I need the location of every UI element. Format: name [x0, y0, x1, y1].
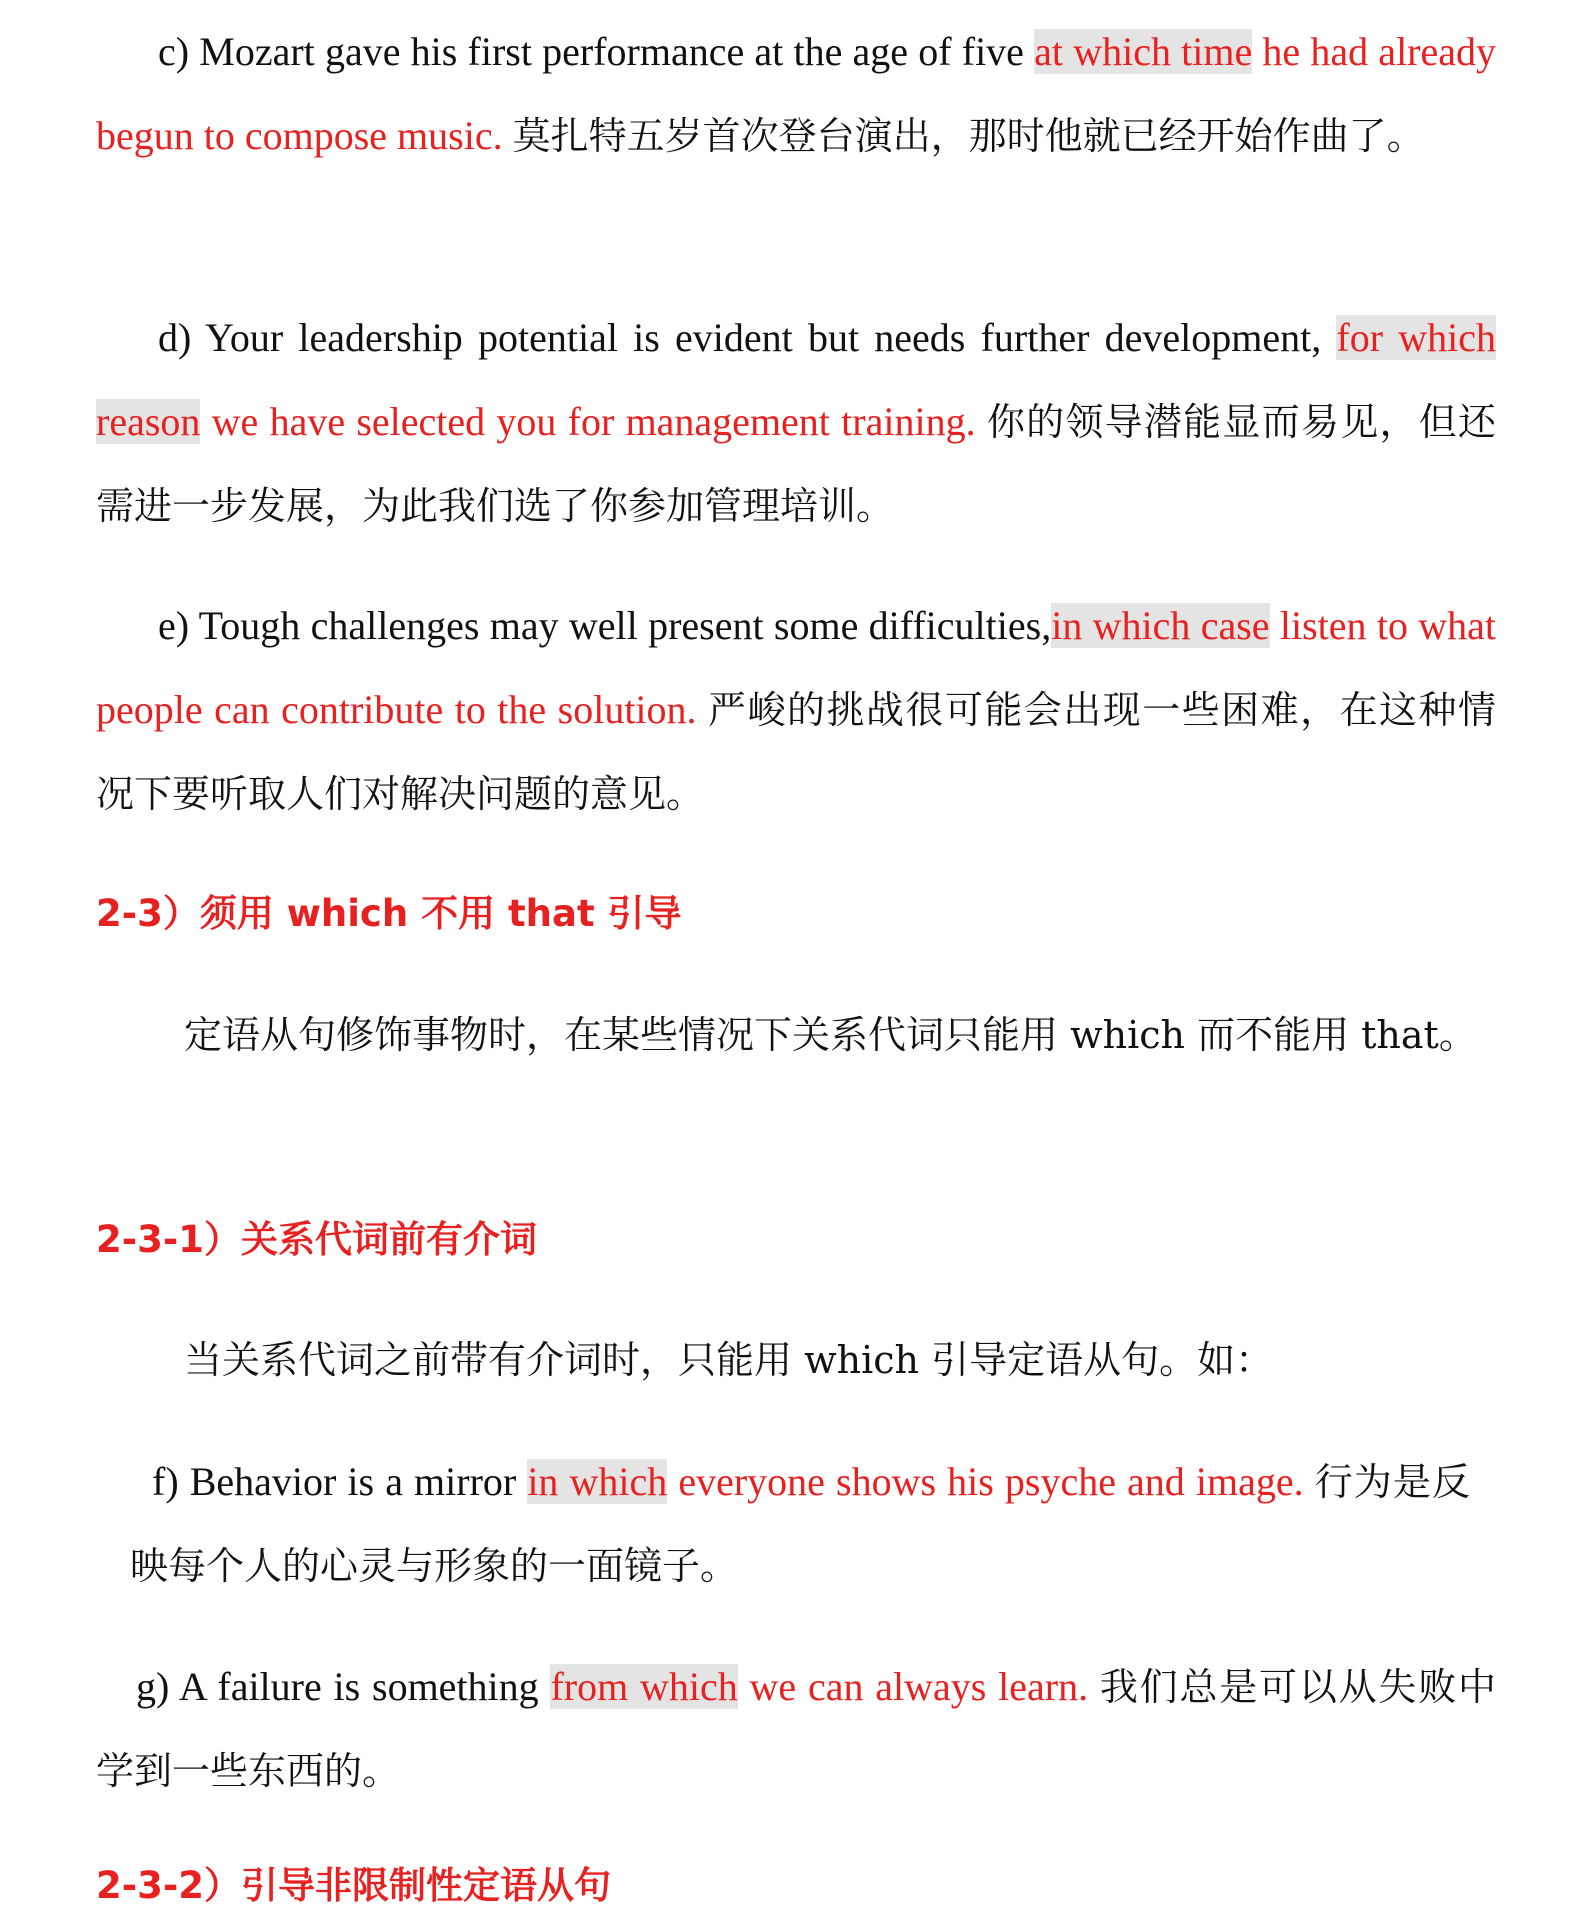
example-f-lead: f) Behavior is a mirror [152, 1459, 528, 1504]
example-g-clause: we can always learn. [737, 1664, 1089, 1709]
example-c [96, 10, 1496, 178]
paragraph-2-3-1: 当关系代词之前带有介词时，只能用 which 引导定语从句。如： [184, 1338, 1274, 1382]
example-f-translation: 行为是反映每个人的心灵与形象的一面镜子。 [130, 1460, 1470, 1588]
example-e-lead: e) Tough challenges may well present some difficulties, [158, 603, 1052, 648]
example-d-lead: d) Your leadership potential is evident but needs further development, [158, 315, 1337, 360]
heading-2-3: 2-3）须用 which 不用 that 引导 [96, 892, 682, 935]
example-f-clause: everyone shows his psyche and image. [667, 1459, 1304, 1504]
example-g-relative-marker: from which [550, 1664, 738, 1709]
example-c-lead: c) Mozart gave his first performance at the age of five [158, 29, 1035, 74]
example-g-translation: 我们总是可以从失败中学到一些东西的。 [96, 1665, 1496, 1793]
example-e-translation: 严峻的挑战很可能会出现一些困难，在这种情况下要听取人们对解决问题的意见。 [96, 688, 1496, 816]
example-f-relative-marker: in which [527, 1459, 668, 1504]
example-d-relative-marker: for which reason [96, 315, 1496, 444]
example-e [96, 584, 1496, 836]
example-c-relative-marker: at which time [1034, 29, 1253, 74]
example-e-relative-marker: in which case [1051, 603, 1270, 648]
paragraph-2-3: 定语从句修饰事物时，在某些情况下关系代词只能用 which 而不能用 that。 [184, 1013, 1477, 1057]
heading-2-3-2: 2-3-2）引导非限制性定语从句 [96, 1864, 611, 1907]
example-e-clause: listen to what people can contribute to the solution. [96, 603, 1497, 732]
heading-2-3-1: 2-3-1）关系代词前有介词 [96, 1218, 537, 1261]
example-d-clause: we have selected you for management training. [200, 399, 976, 444]
example-c-clause: he had already begun to compose music. [96, 29, 1497, 158]
example-c-translation: 莫扎特五岁首次登台演出，那时他就已经开始作曲了。 [512, 114, 1425, 158]
example-g [96, 1645, 1496, 1813]
example-d-translation: 你的领导潜能显而易见，但还需进一步发展，为此我们选了你参加管理培训。 [96, 400, 1496, 528]
example-d [96, 296, 1496, 548]
example-f [130, 1440, 1470, 1608]
example-g-lead: g) A failure is something [136, 1664, 551, 1709]
